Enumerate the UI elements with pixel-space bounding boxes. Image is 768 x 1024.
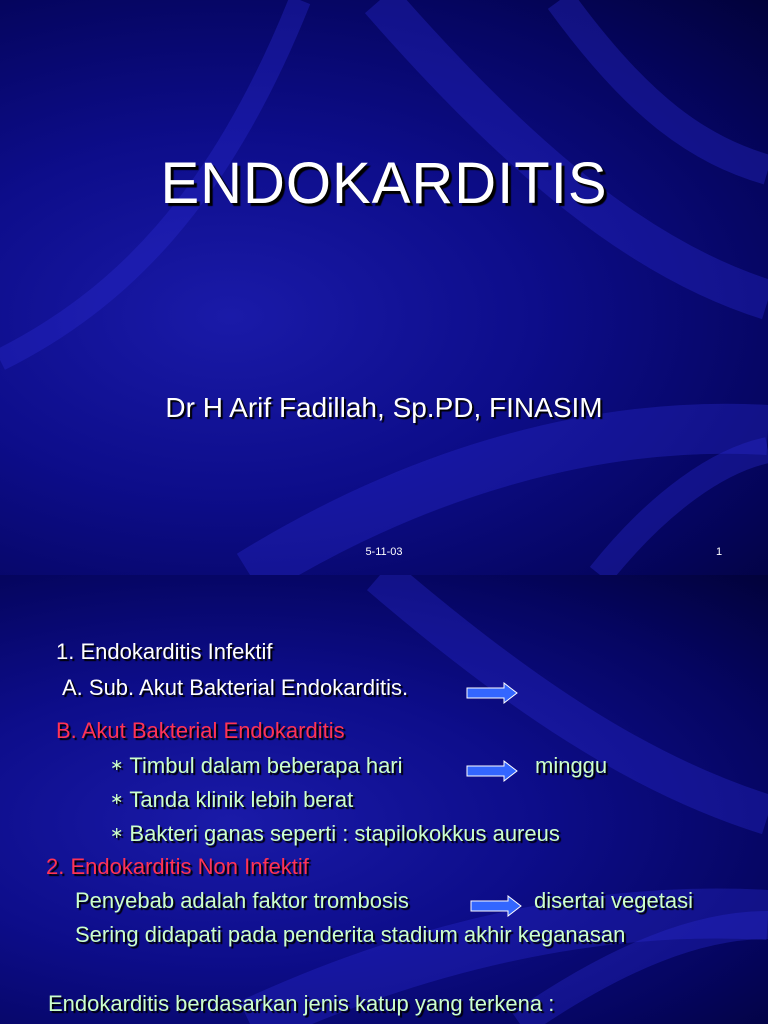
arrow-right-icon bbox=[466, 760, 518, 782]
item-b: B. Akut Bakterial Endokarditis bbox=[56, 718, 345, 743]
bullet-1-text: Timbul dalam beberapa hari bbox=[129, 753, 403, 778]
bullet-2 bbox=[110, 787, 353, 813]
valve-line: Endokarditis berdasarkan jenis katup yang terkena : bbox=[48, 991, 555, 1016]
bullet-1 bbox=[110, 753, 403, 779]
arrow-right-icon bbox=[470, 895, 522, 917]
bullet-1-result: minggu bbox=[535, 753, 608, 778]
bullet-icon: ∗ bbox=[110, 757, 124, 774]
arrow-right-icon bbox=[466, 682, 518, 704]
slide-title: ENDOKARDITIS bbox=[160, 151, 608, 216]
bullet-3-text: Bakteri ganas seperti : stapilokokkus aureus bbox=[129, 821, 560, 846]
cause-line: Penyebab adalah faktor trombosis bbox=[75, 888, 409, 913]
bullet-2-text: Tanda klinik lebih berat bbox=[129, 787, 354, 812]
slide-date: 5-11-03 bbox=[365, 546, 403, 558]
cause-result: disertai vegetasi bbox=[534, 888, 693, 913]
bullet-3 bbox=[110, 821, 560, 847]
author-line: Dr H Arif Fadillah, Sp.PD, FINASIM bbox=[165, 392, 603, 423]
bullet-icon: ∗ bbox=[110, 825, 124, 842]
slide-2 bbox=[0, 575, 768, 1024]
page-number: 1 bbox=[716, 546, 723, 558]
frequent-line: Sering didapati pada penderita stadium akhir keganasan bbox=[75, 922, 626, 947]
heading-non-infective: 2. Endokarditis Non Infektif bbox=[46, 854, 309, 879]
heading-infective: 1. Endokarditis Infektif bbox=[56, 639, 273, 664]
bullet-icon: ∗ bbox=[110, 791, 124, 808]
item-a: A. Sub. Akut Bakterial Endokarditis. bbox=[62, 675, 409, 700]
